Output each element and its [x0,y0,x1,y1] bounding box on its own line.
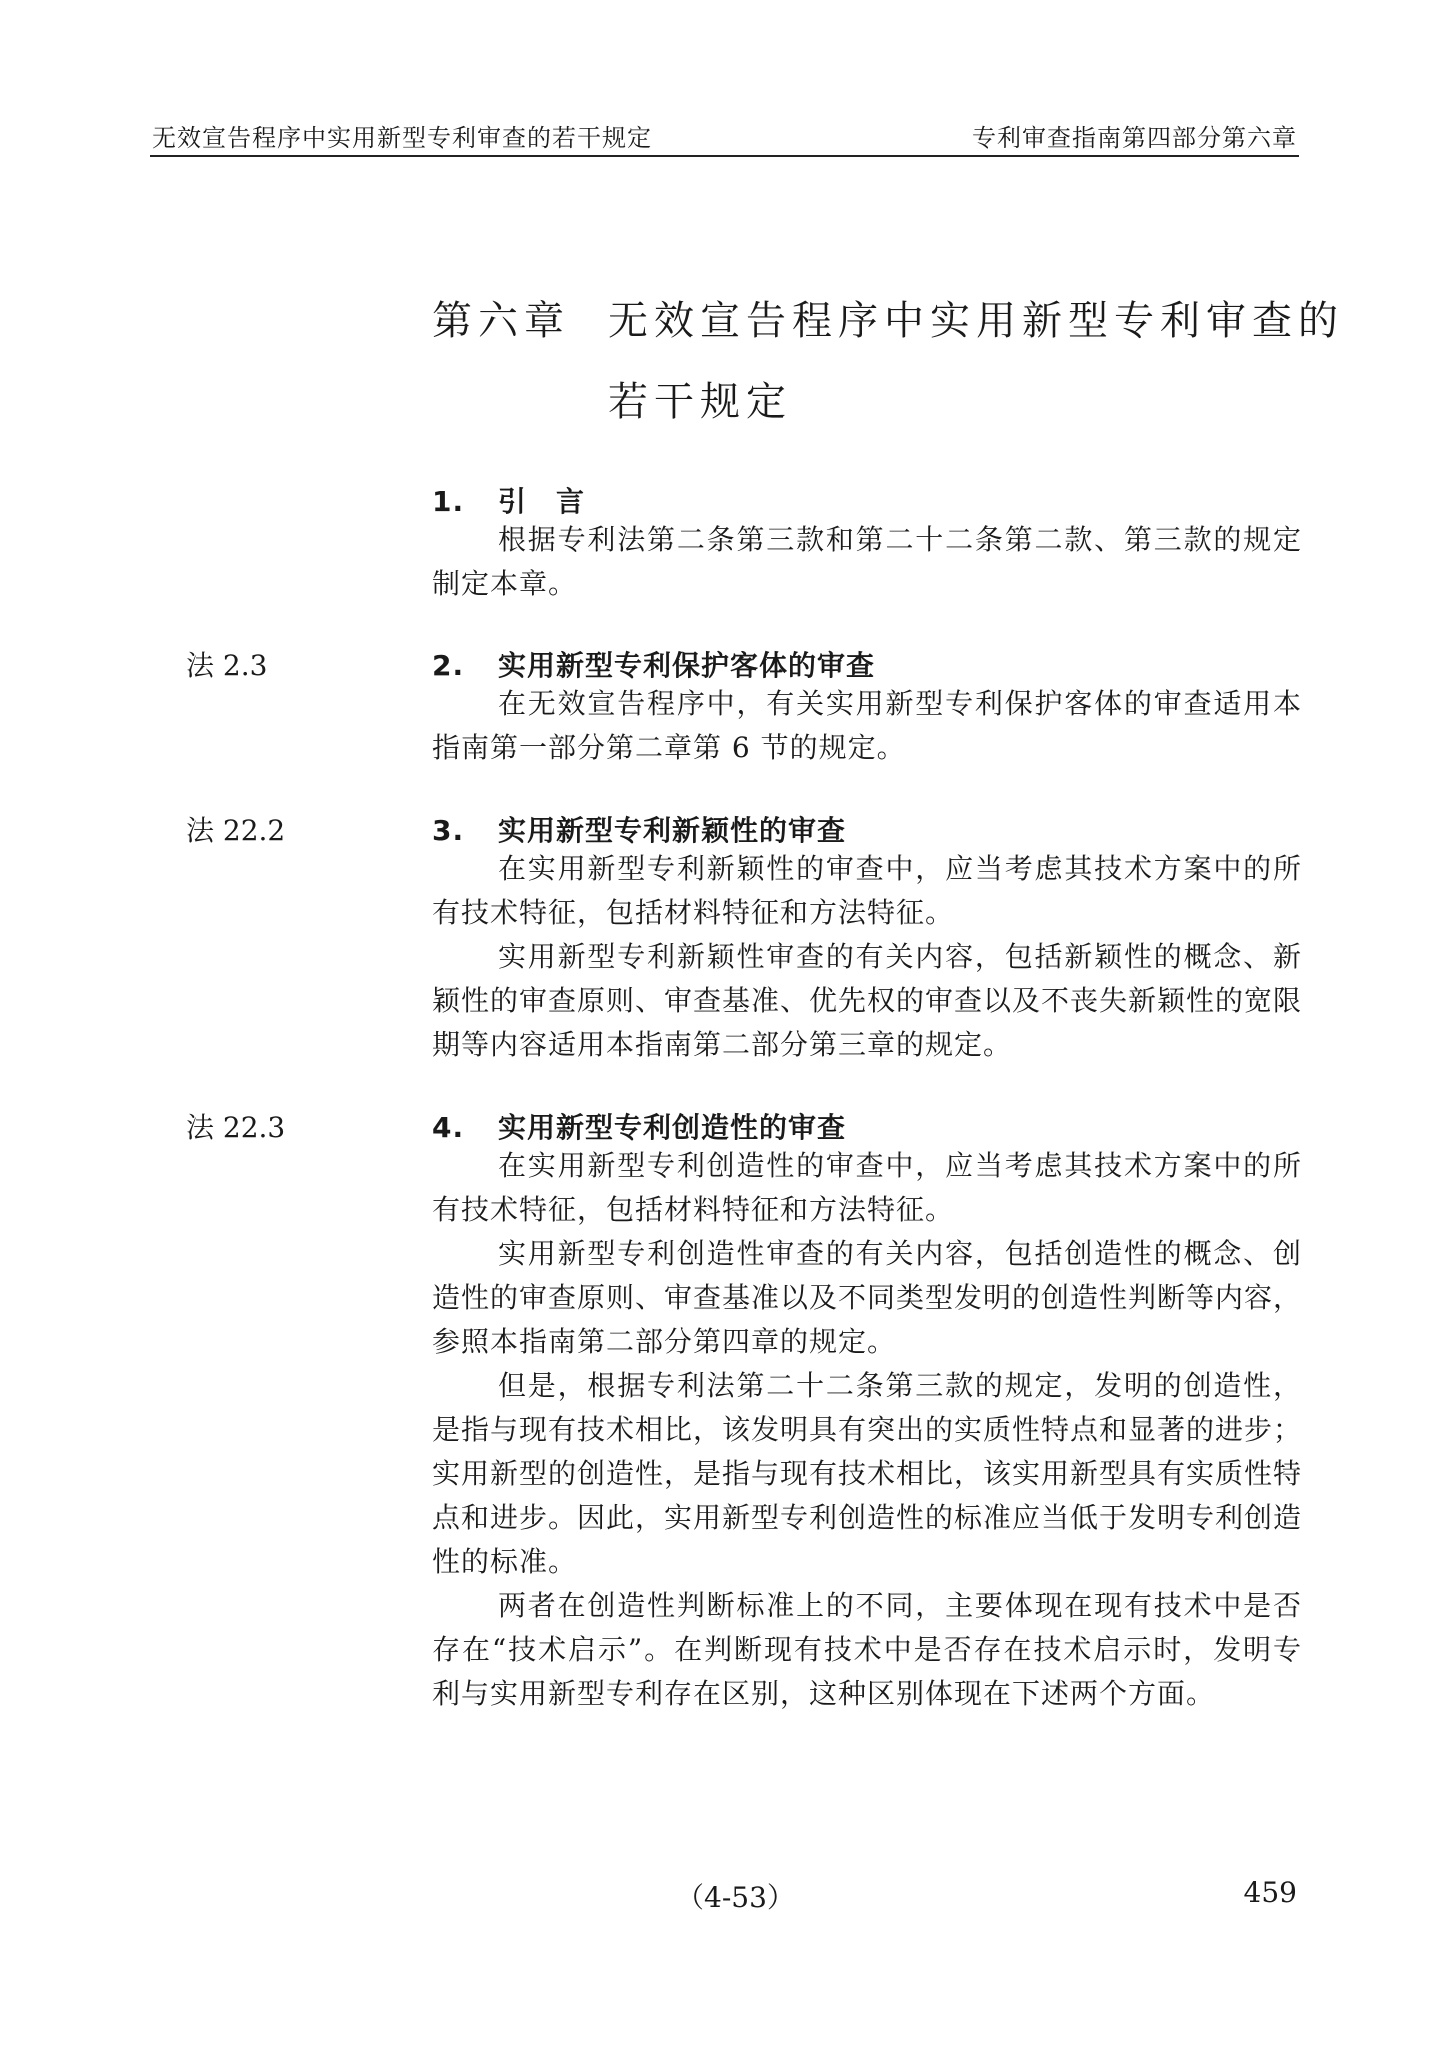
section-4-law-ref: 法 22.3 [186,1111,286,1144]
header-rule [150,155,1299,157]
section-3-paragraph-1: 在实用新型专利新颖性的审查中，应当考虑其技术方案中的所有技术特征，包括材料特征和方法特征。 [432,852,1302,929]
running-header-left: 无效宣告程序中实用新型专利审查的若干规定 [152,124,652,152]
section-4-paragraph-1: 在实用新型专利创造性的审查中，应当考虑其技术方案中的所有技术特征，包括材料特征和方法特征。 [432,1149,1302,1226]
section-number: 2. [432,649,465,682]
section-title: 实用新型专利新颖性的审查 [498,814,847,847]
section-4-paragraph-3: 但是，根据专利法第二十二条第三款的规定，发明的创造性，是指与现有技术相比，该发明具有突出的实质性特点和显著的进步；实用新型的创造性，是指与现有技术相比，该实用新型具有实质性特点和进步。因此，实用新型专利创造性的标准应当低于发明专利创造性的标准。 [432,1369,1303,1578]
section-title: 引 言 [498,485,586,518]
section-1-paragraph-1: 根据专利法第二条第三款和第二十二条第二款、第三款的规定制定本章。 [432,523,1302,600]
section-4-paragraph-4: 两者在创造性判断标准上的不同，主要体现在现有技术中是否存在“技术启示”。在判断现有技术中是否存在技术启示时，发明专利与实用新型专利存在区别，这种区别体现在下述两个方面。 [432,1589,1302,1710]
section-2-law-ref: 法 2.3 [186,649,268,682]
chapter-title-line1: 无效宣告程序中实用新型专利审查的 [608,298,1344,344]
chapter-number: 第六章 [432,298,570,344]
section-title: 实用新型专利保护客体的审查 [498,649,876,682]
section-number: 1. [432,485,465,518]
section-2-heading [432,644,875,684]
section-3-law-ref: 法 22.2 [186,814,286,847]
section-3-heading [432,809,846,849]
footer-section-code: （4-53） [676,1881,795,1914]
section-1-heading [432,480,585,520]
section-number: 4. [432,1111,465,1144]
page-number: 459 [1243,1876,1297,1909]
section-number: 3. [432,814,465,847]
chapter-title-line2: 若干规定 [608,379,792,425]
section-4-heading [432,1106,846,1146]
running-header-right: 专利审查指南第四部分第六章 [972,124,1297,152]
section-2-paragraph-1: 在无效宣告程序中，有关实用新型专利保护客体的审查适用本指南第一部分第二章第 6 节的规定。 [432,687,1302,764]
section-4-paragraph-2: 实用新型专利创造性审查的有关内容，包括创造性的概念、创造性的审查原则、审查基准以及不同类型发明的创造性判断等内容，参照本指南第二部分第四章的规定。 [432,1237,1303,1358]
section-3-paragraph-2: 实用新型专利新颖性审查的有关内容，包括新颖性的概念、新颖性的审查原则、审查基准、优先权的审查以及不丧失新颖性的宽限期等内容适用本指南第二部分第三章的规定。 [432,940,1303,1061]
section-title: 实用新型专利创造性的审查 [498,1111,847,1144]
